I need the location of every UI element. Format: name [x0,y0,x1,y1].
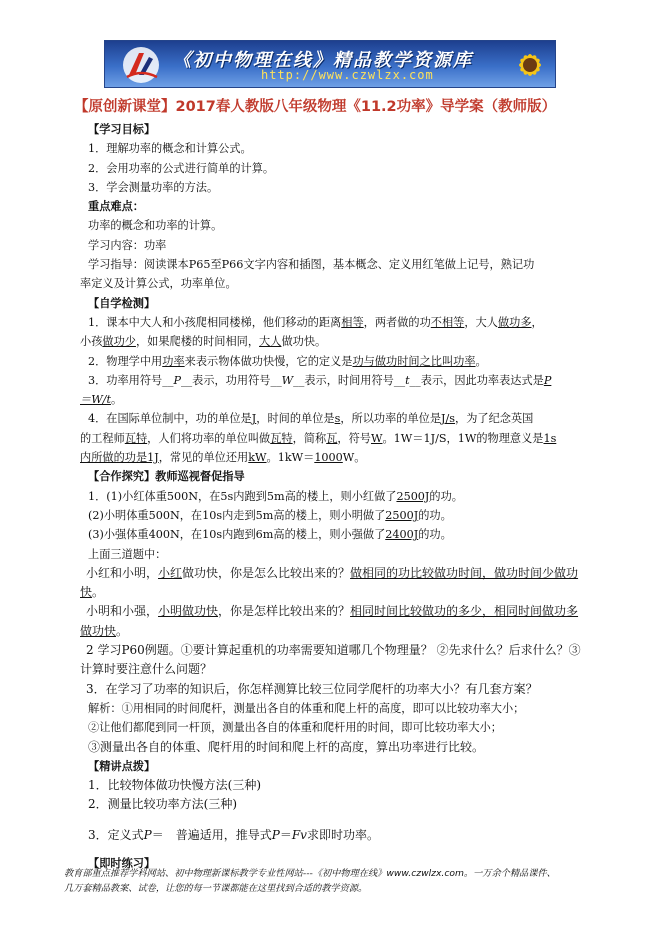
keypoints-text: 功率的概念和功率的计算。 [88,219,223,233]
objective-item: 1．理解功率的概念和计算公式。 [88,142,252,156]
coop-line: 解析：①用相同的时间爬杆，测量出各自的体重和爬上杆的高度，即可以比较功率大小； [88,701,525,715]
footer-line: 教育部重点推荐学科网站、初中物理新课标教学专业性网站---《初中物理在线》www.czwlzx.com。一万余个精品课件、 [64,868,556,879]
coop-line: (2)小明体重500N，在10s内走到5m高的楼上，则小明做了2500J的功。 [88,508,452,522]
teach-line: 2．测量比较功率方法(三种) [88,797,237,812]
selfcheck-q4: 4．在国际单位制中，功的单位是J，时间的单位是s，所以功率的单位是J/s，为了纪念英国 [88,412,534,426]
coop-line: 3．在学习了功率的知识后，你怎样测算比较三位同学爬杆的功率大小？有几套方案？ [86,681,538,696]
sunflower-icon [503,43,556,87]
objective-item: 2．会用功率的公式进行简单的计算。 [88,161,275,175]
document-body [80,120,593,873]
banner-slogan: 《初中物理在线》精品教学资源库 [173,50,473,71]
guide-line: 学习指导：阅读课本P65至P66文字内容和插图，基本概念、定义用红笔做上记号，熟记功 [88,258,535,272]
coop-line: 2 学习P60例题。①要计算起重机的功率需要知道哪几个物理量？ ②先求什么？后求什么？③ [86,643,581,658]
coop-line: (3)小强体重400N，在10s内跑到6m高的楼上，则小强做了2400J的功。 [88,528,452,542]
coop-line: 快。 [80,585,105,600]
guide-line: 率定义及计算公式，功率单位。 [80,277,237,291]
document-title: 【原创新课堂】2017春人教版八年级物理《11.2功率》导学案（教师版） [74,99,557,115]
content-label: 学习内容：功率 [88,238,167,252]
selfcheck-heading: 【自学检测】 [88,295,156,310]
banner-url[interactable]: http://www.czwlzx.com [261,68,434,82]
selfcheck-q1: 1．课本中大人和小孩爬相同楼梯，他们移动的距离相等，两者做的功不相等，大人做功多， [88,315,543,329]
keypoints-label: 重点难点： [88,199,144,214]
selfcheck-q1-cont: 小孩做功少，如果爬楼的时间相同，大人做功快。 [80,335,327,349]
teach-line: 1．比较物体做功快慢方法(三种) [88,778,261,793]
coop-line: 小明和小强，小明做功快，你是怎样比较出来的？相同时间比较做功的多少，相同时间做功多 [86,604,579,619]
coop-line: 小红和小明，小红做功快，你是怎么比较出来的？做相同的功比较做功时间，做功时间少做功 [86,565,579,580]
selfcheck-q3: 3．功率用符号__P__表示，功用符号__W__表示，时间用符号__t__表示，因此功率表达式是P [88,373,552,387]
coop-line: 上面三道题中： [88,547,167,561]
objectives-heading: 【学习目标】 [88,122,156,136]
selfcheck-q4-cont2: 内所做的功是1J，常见的单位还用kW。1kW＝1000W。 [80,451,366,465]
objective-item: 3．学会测量功率的方法。 [88,180,219,194]
coop-line: 做功快。 [80,623,129,638]
coop-line: ③测量出各自的体重、爬杆用的时间和爬上杆的高度，算出功率进行比较。 [88,739,485,754]
teach-line: 3．定义式P＝ 普遍适用，推导式P＝Fv求即时功率。 [88,827,379,842]
page-footer [64,866,600,896]
coop-heading: 【合作探究】教师巡视督促指导 [88,469,245,484]
site-banner [104,40,556,88]
practice-heading: 【即时练习】 [88,855,156,870]
selfcheck-q2: 2．物理学中用功率来表示物体做功快慢，它的定义是功与做功时间之比叫功率。 [88,354,487,368]
coop-line: ②让他们都爬到同一杆顶，测量出各自的体重和爬杆用的时间，即可比较功率大小； [88,721,502,735]
coop-line: 计算时要注意什么问题？ [80,662,213,677]
coop-line: 1．(1)小红体重500N，在5s内跑到5m高的楼上，则小红做了2500J的功。 [88,489,463,503]
site-logo-icon [119,45,163,85]
selfcheck-q3-cont: ＝W/t。 [80,393,123,407]
selfcheck-q4-cont: 的工程师瓦特，人们将功率的单位叫做瓦特，简称瓦，符号W。1W＝1J/S，1W的物理意义是1s [80,431,557,445]
footer-line: 几万套精品教案、试卷，让您的每一节课都能在这里找到合适的教学资源。 [64,883,368,894]
teach-heading: 【精讲点拨】 [88,758,156,773]
